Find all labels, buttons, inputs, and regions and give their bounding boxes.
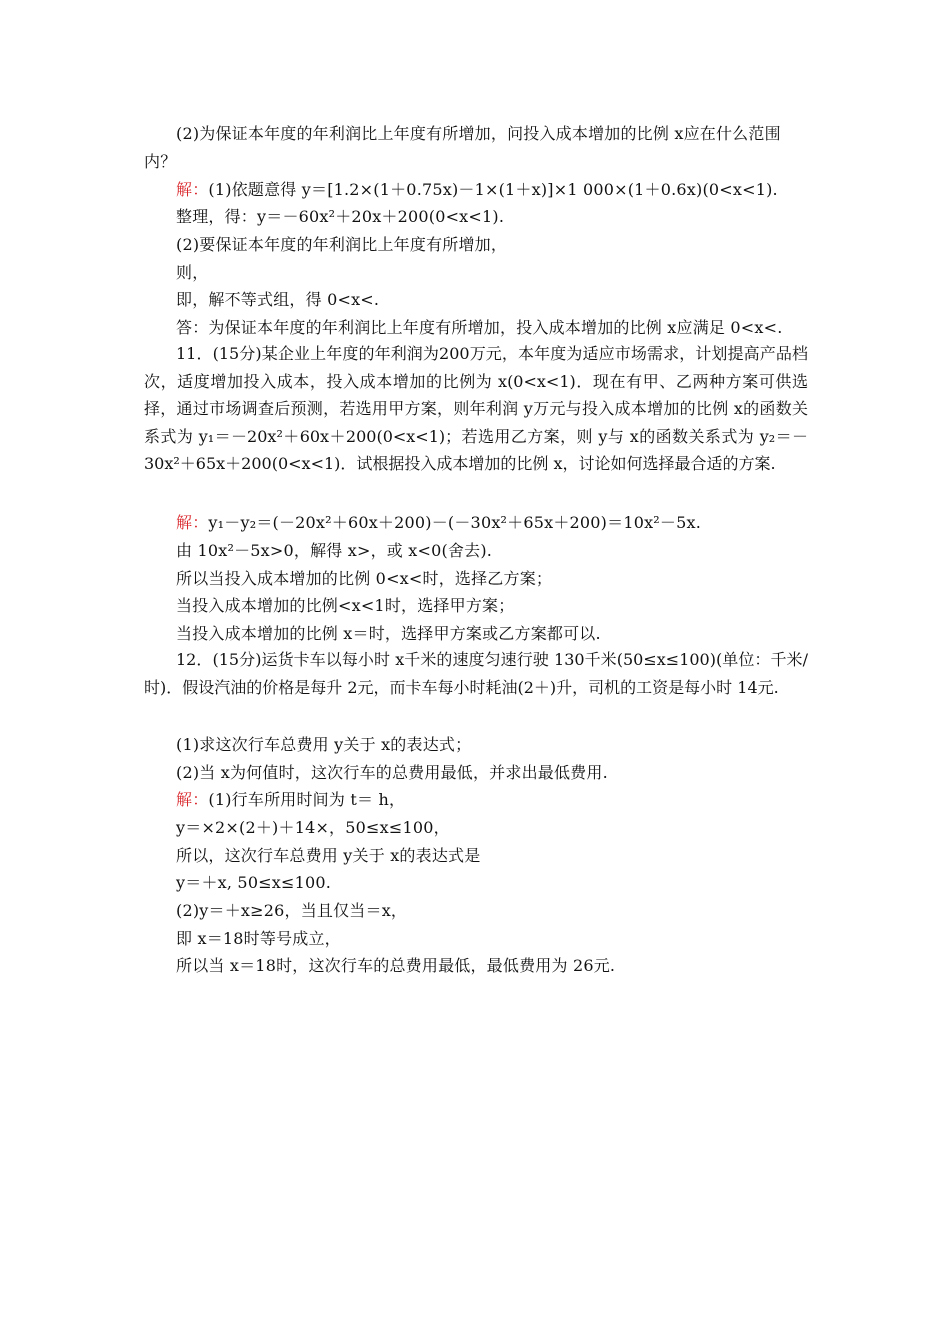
- q10-part2-line1: (2)为保证本年度的年利润比上年度有所增加，问投入成本增加的比例 x应在什么范围: [176, 124, 781, 143]
- q10-solution-line1: [176, 180, 778, 200]
- q11-solution-text1: y₁－y₂＝(－20x²＋60x＋200)－(－30x²＋65x＋200)＝10x²－5x.: [208, 513, 702, 532]
- q12-stem: 12．(15分)运货卡车以每小时 x千米的速度匀速行驶 130千米(50≤x≤100)(单位：千米/时)．假设汽油的价格是每升 2元，而卡车每小时耗油(2＋)升，司机的工资是每小时 14元.: [144, 650, 808, 697]
- q11-solution-line1: [176, 513, 701, 533]
- q12-part1: (1)求这次行车总费用 y关于 x的表达式；: [176, 735, 472, 754]
- q10-part2-line2: 内？: [144, 152, 177, 171]
- q12-solution-line5: (2)y＝＋x≥26，当且仅当＝x，: [176, 901, 408, 920]
- q10-solution-line2: 整理，得：y＝－60x²＋20x＋200(0<x<1).: [176, 207, 505, 226]
- q10-solution-text1: (1)依题意得 y＝[1.2×(1＋0.75x)－1×(1＋x)]×1 000×(1＋0.6x)(0<x<1).: [208, 180, 778, 199]
- q10-solution-line5: 即，解不等式组，得 0<x<.: [176, 290, 380, 309]
- q12-solution-line6: 即 x＝18时等号成立，: [176, 929, 341, 948]
- q11-solution-line3: 所以当投入成本增加的比例 0<x<时，选择乙方案；: [176, 569, 553, 588]
- q12-solution-line4: y＝＋x, 50≤x≤100.: [176, 873, 332, 892]
- q11-stem: 11．(15分)某企业上年度的年利润为200万元，本年度为适应市场需求，计划提高产品档次，适度增加投入成本，投入成本增加的比例为 x(0<x<1)．现在有甲、乙两种方案可供选择，通过市场调查后预测，若选用甲方案，则年利润 y万元与投入成本增加的比例 x的函数关系式为 y₁＝－20x²＋60x＋200(0<x<1)；若选用乙方案，则 y与 x的函数关系式为 y₂＝－30x²＋65x＋200(0<x<1)．试根据投入成本增加的比例 x，讨论如何选择最合适的方案.: [144, 344, 808, 474]
- q12-solution-text1: (1)行车所用时间为 t＝ h，: [208, 790, 406, 809]
- q11-solution-line5: 当投入成本增加的比例 x＝时，选择甲方案或乙方案都可以.: [176, 624, 601, 643]
- q10-solution-line3: (2)要保证本年度的年利润比上年度有所增加，: [176, 235, 508, 254]
- q11-solution-line4: 当投入成本增加的比例<x<1时，选择甲方案；: [176, 596, 515, 615]
- q11-solution-line2: 由 10x²－5x>0，解得 x>，或 x<0(舍去).: [176, 541, 493, 560]
- q10-solution-line4: 则，: [176, 263, 209, 282]
- q12-solution-line3: 所以，这次行车总费用 y关于 x的表达式是: [176, 846, 481, 865]
- q12-conclusion: 所以当 x＝18时，这次行车的总费用最低，最低费用为 26元.: [176, 956, 616, 975]
- solution-label: 解：: [176, 790, 209, 809]
- solution-label: 解：: [176, 180, 209, 199]
- q12-solution-line2: y＝×2×(2＋)＋14×，50≤x≤100，: [176, 818, 450, 837]
- q12-solution-line1: [176, 790, 405, 810]
- q12-part2: (2)当 x为何值时，这次行车的总费用最低，并求出最低费用.: [176, 763, 608, 782]
- q10-answer: 答：为保证本年度的年利润比上年度有所增加，投入成本增加的比例 x应满足 0<x<.: [176, 318, 783, 337]
- solution-label: 解：: [176, 513, 209, 532]
